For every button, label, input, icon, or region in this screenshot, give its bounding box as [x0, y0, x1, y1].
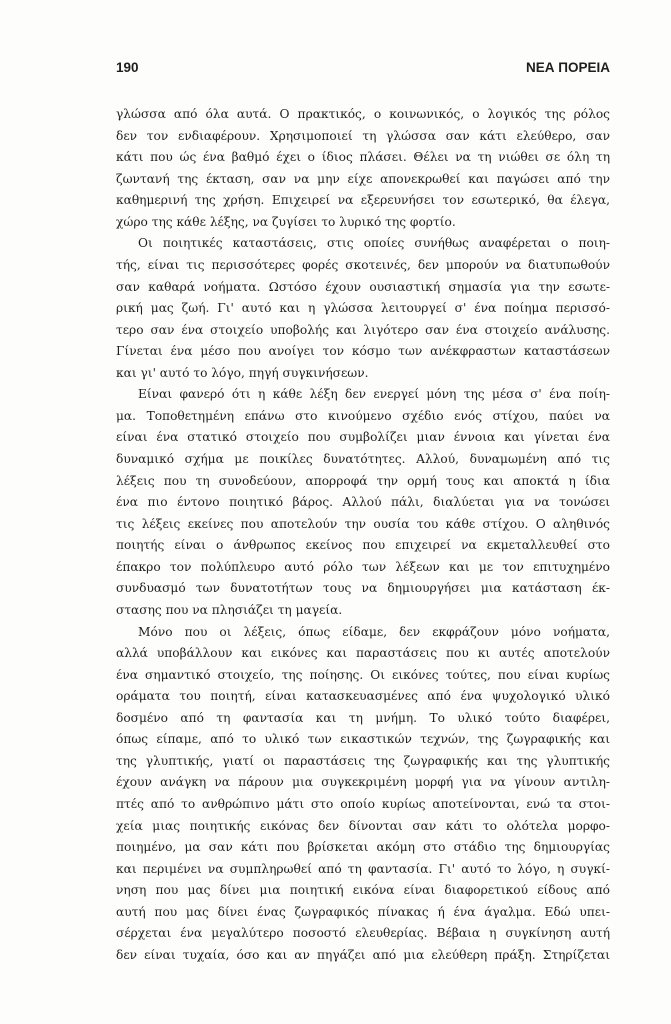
page-number: 190	[116, 60, 139, 75]
text-line: ποιημένο, μα σαν κάτι που βρίσκεται ακόμη στο στάδιο της δημιουργίας	[116, 840, 610, 855]
text-line: σέρχεται ένα μεγαλύτερο ποσοστό ελευθερίας. Βέβαια η συγκίνηση αυτή	[116, 926, 610, 941]
text-line: χεία μιας ποιητικής εικόνας δεν δίνονται σαν κάτι το ολότελα μορφο-	[116, 818, 610, 833]
text-line: δεν είναι τυχαία, όσο και αν πηγάζει από μια ελεύθερη πράξη. Στηρίζεται	[116, 947, 610, 962]
text-line: ένα σημαντικό στοιχείο, της ποίησης. Οι εικόνες τούτες, που είναι κυρίως	[116, 667, 610, 682]
text-line: τερο σαν ένα στοιχείο υποβολής και λιγότερο σαν ένα στοιχείο ανάλυσης.	[116, 322, 610, 337]
text-line: ποιητής είναι ο άνθρωπος εκείνος που επιχειρεί να εκμεταλλευθεί στο	[116, 538, 610, 553]
text-line: Μόνο που οι λέξεις, όπως είδαμε, δεν εκφράζουν μόνο νοήματα,	[138, 624, 610, 639]
text-line: ζωντανή της έκταση, σαν να μην είχε απονεκρωθεί και παγώσει από την	[116, 171, 610, 186]
text-line: αλλά υποβάλλουν και εικόνες και παραστάσεις που κι αυτές αποτελούν	[116, 646, 610, 661]
text-line: λέξεις που τη συνοδεύουν, απορροφά την ορμή τους και αποκτά η ίδια	[116, 473, 610, 488]
journal-title: ΝΕΑ ΠΟΡΕΙΑ	[525, 60, 610, 75]
text-line: νηση που μας δίνει μια ποιητική εικόνα είναι διαφορετικού είδους από	[116, 883, 610, 898]
text-line: και περιμένει να συμπληρωθεί από τη φαντασία. Γι' αυτό το λόγο, η συγκί-	[116, 861, 610, 876]
text-line: χώρο της κάθε λέξης, να ζυγίσει το λυρικό της φορτίο.	[116, 214, 456, 229]
text-line: ρική μας ζωή. Γι' αυτό και η γλώσσα λειτουργεί σ' ένα ποίημα περισσό-	[116, 301, 610, 316]
text-line: ένα πιο έντονο ποιητικό βάρος. Αλλού πάλι, διαλύεται για να τονώσει	[116, 495, 610, 510]
text-line: όπως είπαμε, από το υλικό των εικαστικών τεχνών, της ζωγραφικής και	[116, 732, 610, 747]
text-line: γλώσσα από όλα αυτά. Ο πρακτικός, ο κοινωνικός, ο λογικός της ρόλος	[116, 107, 610, 121]
text-line: έπακρο τον πολύπλευρο αυτό ρόλο των λέξεων και με τον επιτυχημένο	[116, 559, 610, 574]
text-line: Είναι φανερό ότι η κάθε λέξη δεν ενεργεί μόνη της μέσα σ' ένα ποίη-	[138, 387, 610, 402]
text-line: αυτή που μας δίνει ένας ζωγραφικός πίνακας ή ένα άγαλμα. Εδώ υπει-	[116, 904, 610, 919]
text-line: Οι ποιητικές καταστάσεις, στις οποίες συνήθως αναφέρεται ο ποιη-	[138, 236, 610, 251]
text-line: έχουν ανάγκη να πάρουν μια συγκεκριμένη μορφή για να γίνουν αντιλη-	[116, 775, 610, 790]
text-line: στασης που να πλησιάζει τη μαγεία.	[116, 602, 343, 617]
text-line: τής, είναι τις περισσότερες φορές σκοτεινές, δεν μπορούν να διατυπωθούν	[116, 257, 610, 272]
text-line: καθημερινή της χρήση. Επιχειρεί να εξερευνήσει τον εσωτερικό, θα έλεγα,	[116, 193, 610, 208]
text-line: είναι ένα στατικό στοιχείο που συμβολίζει μιαν έννοια και γίνεται ένα	[116, 430, 610, 445]
text-line: κάτι που ώς ένα βαθμό έχει ο ίδιος πλάσει. Θέλει να τη νιώθει σε όλη τη	[116, 150, 610, 165]
text-line: οράματα του ποιητή, είναι κατασκευασμένες από ένα ψυχολογικό υλικό	[116, 689, 610, 704]
running-head	[116, 60, 610, 80]
text-line: και γι' αυτό το λόγο, πηγή συγκινήσεων.	[116, 365, 369, 380]
text-line: πτές από το ανθρώπινο μάτι στο οποίο κυρίως αποτείνονται, ενώ τα στοι-	[116, 797, 610, 811]
text-line: δυναμικό σχήμα με ποικίλες δυνατότητες. Αλλού, δυναμωμένη από τις	[116, 452, 610, 466]
text-line: Γίνεται ένα μέσο που ανοίγει τον κόσμο των ανέκφραστων καταστάσεων	[116, 344, 610, 359]
body-text	[116, 104, 610, 967]
text-line: τις λέξεις εκείνες που αποτελούν την ουσία του κάθε στίχου. Ο αληθινός	[116, 516, 610, 531]
text-line: σαν καθαρά νοήματα. Ωστόσο έχουν ουσιαστική σημασία για την εσωτε-	[116, 279, 610, 294]
text-line: δοσμένο από τη φαντασία και τη μνήμη. Το υλικό τούτο διαφέρει,	[116, 710, 610, 725]
text-line: μα. Τοποθετημένη επάνω στο κινούμενο σχέδιο ενός στίχου, παύει να	[116, 408, 610, 423]
text-line: της γλυπτικής, γιατί οι παραστάσεις της ζωγραφικής και της γλυπτικής	[116, 753, 610, 768]
text-line: συνδυασμό των δυνατοτήτων τους να δημιουργήσει μια κατάσταση έκ-	[116, 581, 610, 596]
text-line: δεν τον ενδιαφέρουν. Χρησιμοποιεί τη γλώσσα σαν κάτι ελεύθερο, σαν	[116, 128, 610, 143]
